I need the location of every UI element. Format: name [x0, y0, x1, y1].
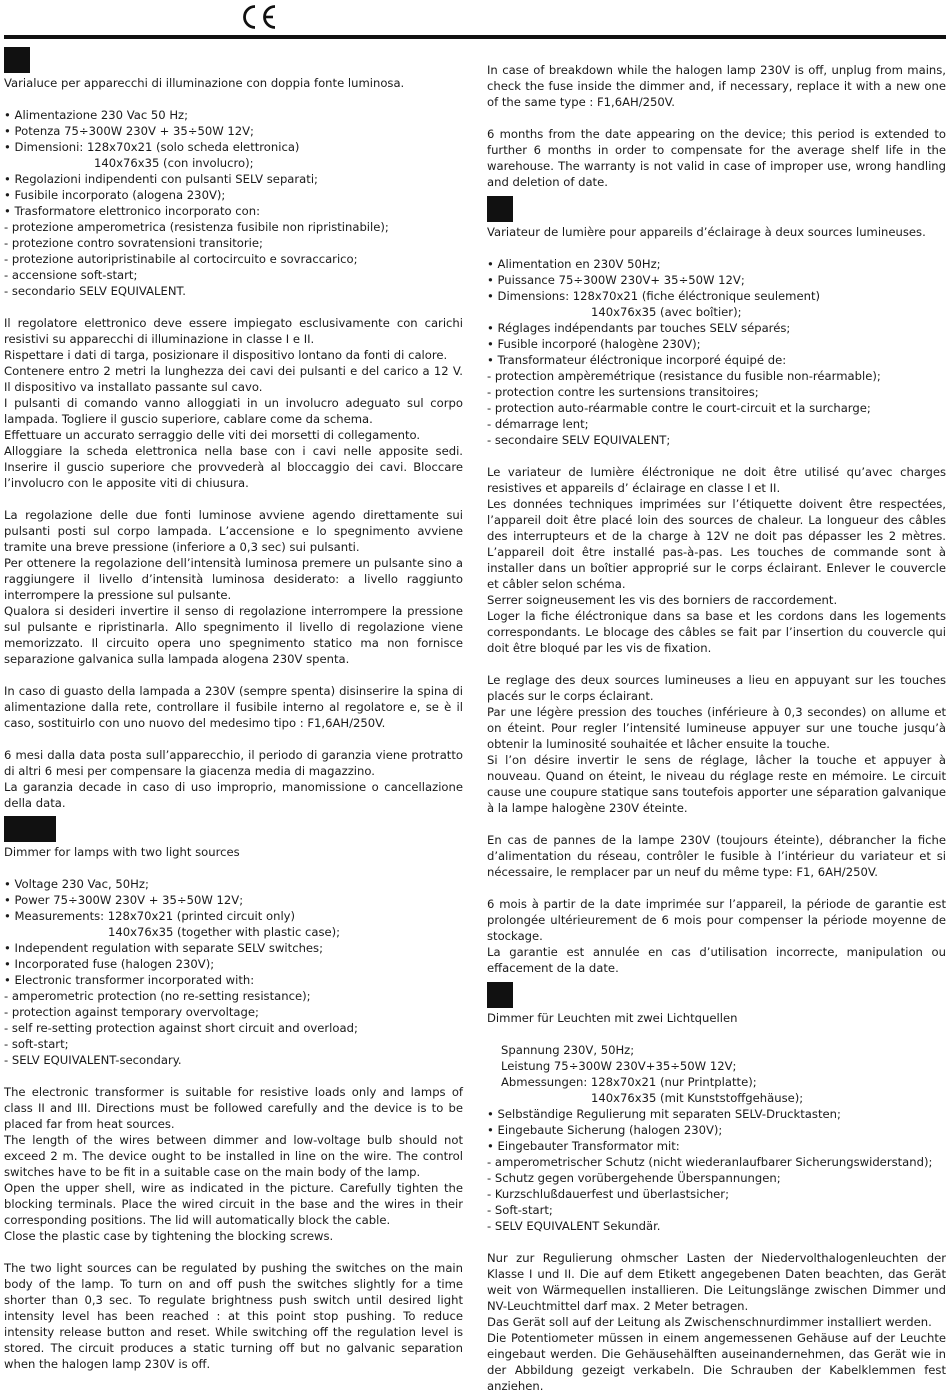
fr-paragraph: La garantie est annulée en cas d’utilisation incorrecte, manipulation ou effacement de la date. [487, 945, 946, 975]
it-spec: - protezione contro sovratensioni transitorie; [4, 236, 263, 250]
german-flag-block [487, 982, 513, 1008]
it-paragraph: Il regolatore elettronico deve essere impiegato esclusivamente con carichi resistivi su apparecchi di illuminazione in classe I e II. [4, 316, 463, 346]
it-paragraph: Rispettare i dati di targa, posizionare il dispositivo lontano da fonti di calore. [4, 348, 448, 362]
fr-spec: - protection auto-réarmable contre le court-circuit et la surcharge; [487, 401, 871, 415]
en-paragraph: Close the plastic case by tightening the blocking screws. [4, 1229, 334, 1243]
fr-spec: 140x76x35 (avec boîtier); [591, 305, 742, 319]
de-spec: • Eingebaute Sicherung (halogen 230V); [487, 1123, 723, 1137]
en-spec: • Electronic transformer incorporated with: [4, 973, 255, 987]
fr-paragraph: 6 mois à partir de la date imprimée sur l’appareil, la période de garantie est prolongée ultérieurement de 6 mois pour compenser la période moyenne de stockage. [487, 897, 946, 943]
de-spec: • Selbständige Regulierung mit separaten SELV-Drucktasten; [487, 1107, 841, 1121]
de-paragraph: Nur zur Regulierung ohmscher Lasten der Niedervolthalogenleuchten der Klasse I und II. Die auf dem Etikett angegebenen Daten beachten, das Gerät weit von Wärmequellen installieren. Die Leitungslänge zwischen Dimmer und NV-Leuchtmittel darf max. 2 Meter betragen. [487, 1251, 946, 1313]
en-spec: 140x76x35 (together with plastic case); [108, 925, 341, 939]
fr-paragraph: Loger la fiche éléctronique dans sa base et les cordons dans les logements correspondants. Le blocage des câbles se fait par l’insertion du couvercle qui doit être bloqué par les vis de fixation. [487, 609, 946, 655]
it-spec: • Trasformatore elettronico incorporato con: [4, 204, 260, 218]
fr-spec: - secondaire SELV EQUIVALENT; [487, 433, 671, 447]
right-column [487, 62, 946, 1394]
de-spec: • Eingebauter Transformator mit: [487, 1139, 680, 1153]
fr-paragraph: En cas de pannes de la lampe 230V (toujours éteinte), débrancher la fiche d’alimentation du réseau, contrôler le fusible à l’intérieur du variateur et si nécessaire, le remplacer par un neuf du même type: F1, 6AH/250V. [487, 833, 946, 879]
de-spec: - SELV EQUIVALENT Sekundär. [487, 1219, 661, 1233]
it-spec: - protezione autoripristinabile al cortocircuito e sovraccarico; [4, 252, 358, 266]
de-spec: - amperometrischer Schutz (nicht wiederanlaufbarer Sicherungswiderstand); [487, 1155, 933, 1169]
it-paragraph: 6 mesi dalla data posta sull’apparecchio, il periodo di garanzia viene protratto di altri 6 mesi per compensare la giacenza media di magazzino. [4, 748, 463, 778]
en-intro: Dimmer for lamps with two light sources [4, 845, 240, 859]
it-spec: 140x76x35 (con involucro); [94, 156, 254, 170]
en-spec: - SELV EQUIVALENT-secondary. [4, 1053, 182, 1067]
en-spec: • Measurements: 128x70x21 (printed circuit only) [4, 909, 296, 923]
en-spec: - protection against temporary overvoltage; [4, 1005, 259, 1019]
fr-paragraph: Serrer soigneusement les vis des borniers de raccordement. [487, 593, 838, 607]
de-spec: Leistung 75÷300W 230V+35÷50W 12V; [501, 1059, 737, 1073]
fr-spec: - protection contre les surtensions transitoires; [487, 385, 759, 399]
fr-paragraph: Le reglage des deux sources lumineuses a lieu en appuyant sur les touches placés sur le corps éclairant. [487, 673, 946, 703]
it-paragraph: Qualora si desideri invertire il senso di regolazione interrompere la pressione sul pulsante e ripristinarla. Allo spegnimento il livello di regolazione viene memorizzato. Il circuito opera uno spegnimento statico ma non fornisce separazione galvanica sulla lampada alogena 230V spenta. [4, 604, 463, 666]
de-spec: - Schutz gegen vorübergehende Überspannungen; [487, 1171, 781, 1185]
en-spec: - amperometric protection (no re-setting resistance); [4, 989, 311, 1003]
it-paragraph: Alloggiare la scheda elettronica nella base con i cavi nelle apposite sedi. Inserire il guscio superiore che provvederà al bloccaggio dei cavi. Bloccare l’involucro con le apposite viti di chiusura. [4, 444, 463, 490]
en-spec: • Power 75÷300W 230V + 35÷50W 12V; [4, 893, 244, 907]
fr-spec: • Transformateur éléctronique incorporé équipé de: [487, 353, 787, 367]
it-paragraph: Per ottenere la regolazione dell’intensità luminosa premere un pulsante sino a raggiungere il livello d’intensità luminosa desiderato: a livello raggiunto interrompere la pressione sul pulsante. [4, 556, 463, 602]
fr-spec: • Alimentation en 230V 50Hz; [487, 257, 661, 271]
fr-paragraph: Si l’on désire invertir le sens de réglage, lâcher la touche et appuyer à nouveau. Quand on éteint, le niveau du réglage reste en mémoire. Le circuit cause une coupure statique sans toutefois apporter une séparation galvanique à la lampe halogène 230V éteinte. [487, 753, 946, 815]
de-paragraph: Die Potentiometer müssen in einem angemessenen Gehäuse auf der Leuchte eingebaut werden. Die Gehäusehälften auseinandernehmen, das Gerät wie in der Abbildung gezeigt verkabeln. Die Schrauben der Kabelklemmen fest anziehen. [487, 1331, 946, 1393]
ce-mark-icon [238, 4, 278, 30]
fr-spec: • Réglages indépendants par touches SELV séparés; [487, 321, 791, 335]
it-spec: • Alimentazione 230 Vac 50 Hz; [4, 108, 189, 122]
fr-spec: • Dimensions: 128x70x21 (fiche éléctronique seulement) [487, 289, 821, 303]
it-spec: - accensione soft-start; [4, 268, 138, 282]
en-paragraph: 6 months from the date appearing on the device; this period is extended to further 6 months in order to compensate for the average shelf life in the warehouse. The warranty is not valid in case of improper use, wrong handling and deletion of date. [487, 127, 946, 189]
de-spec: Abmessungen: 128x70x21 (nur Printplatte); [501, 1075, 757, 1089]
english-flag-block [4, 816, 56, 842]
it-paragraph: La regolazione delle due fonti luminose avviene agendo direttamente sui pulsanti posti sul corpo lampada. L’accensione e lo spegnimento avviene tramite una breve pressione (inferiore a 0,3 sec) sui pulsanti. [4, 508, 463, 554]
fr-spec: • Fusible incorporé (halogène 230V); [487, 337, 701, 351]
it-intro: Varialuce per apparecchi di illuminazione con doppia fonte luminosa. [4, 76, 405, 90]
en-spec: • Voltage 230 Vac, 50Hz; [4, 877, 149, 891]
en-paragraph: In case of breakdown while the halogen lamp 230V is off, unplug from mains, check the fuse inside the dimmer and, if necessary, replace it with a new one of the same type : F1,6AH/250V. [487, 63, 946, 109]
fr-paragraph: Le variateur de lumière éléctronique ne doit être utilisé qu’avec charges resistives et appareils d’ éclairage en classe I et II. [487, 465, 946, 495]
en-paragraph: Open the upper shell, wire as indicated in the picture. Carefully tighten the blocking terminals. Place the wired circuit in the base and the wires in their corresponding positions. The lid will automatically block the cable. [4, 1181, 463, 1227]
it-paragraph: I pulsanti di comando vanno alloggiati in un involucro adeguato sul corpo lampada. Togliere il guscio superiore, cablare come da schema. [4, 396, 463, 426]
de-spec: Spannung 230V, 50Hz; [501, 1043, 635, 1057]
it-spec: • Regolazioni indipendenti con pulsanti SELV separati; [4, 172, 318, 186]
fr-paragraph: Par une légère pression des touches (inférieure à 0,3 secondes) on allume et on éteint. Pour regler l’intensité lumineuse appuyer sur une touche jusqu’à obtenir la luminosité souhaitée et lâcher ensuite la touche. [487, 705, 946, 751]
header-rule [4, 35, 946, 39]
en-spec: - self re-setting protection against short circuit and overload; [4, 1021, 358, 1035]
de-spec: - Kurzschlußdauerfest und überlastsicher; [487, 1187, 729, 1201]
fr-intro: Variateur de lumière pour appareils d’éclairage à deux sources lumineuses. [487, 225, 926, 239]
en-spec: • Incorporated fuse (halogen 230V); [4, 957, 215, 971]
de-intro: Dimmer für Leuchten mit zwei Lichtquellen [487, 1011, 738, 1025]
it-paragraph: In caso di guasto della lampada a 230V (sempre spenta) disinserire la spina di alimentazione dalla rete, controllare il fusibile interno al regolatore e, se è il caso, sostituirlo con uno nuovo del medesimo tipo : F1,6AH/250V. [4, 684, 463, 730]
it-spec: • Fusibile incorporato (alogena 230V); [4, 188, 226, 202]
en-spec: - soft-start; [4, 1037, 69, 1051]
en-spec: • Independent regulation with separate SELV switches; [4, 941, 323, 955]
it-spec: • Potenza 75÷300W 230V + 35÷50W 12V; [4, 124, 254, 138]
it-paragraph: Contenere entro 2 metri la lunghezza dei cavi dei pulsanti e del carico a 12 V. Il dispositivo va installato passante sul cavo. [4, 364, 463, 394]
it-paragraph: La garanzia decade in caso di uso improprio, manomissione o cancellazione della data. [4, 780, 463, 810]
de-spec: 140x76x35 (mit Kunststoffgehäuse); [591, 1091, 804, 1105]
french-flag-block [487, 196, 513, 222]
fr-paragraph: Les données techniques imprimées sur l’étiquette doivent être respectées, l’appareil doit être placé loin des sources de chaleur. La longueur des câbles des interrupteurs et de la charge à 12V ne doit pas dépasser les 2 mètres. L’appareil doit être installé pas-à-pas. Les touches de commande sont à installer dans un boîtier approprié sur le corps éclairant. Enlever le couvercle et câbler selon schéma. [487, 497, 946, 591]
de-paragraph: Das Gerät soll auf der Leitung als Zwischenschnurdimmer installiert werden. [487, 1315, 932, 1329]
it-spec: - protezione amperometrica (resistenza fusibile non ripristinabile); [4, 220, 389, 234]
it-paragraph: Effettuare un accurato serraggio delle viti dei morsetti di collegamento. [4, 428, 421, 442]
left-column [4, 44, 463, 1372]
en-paragraph: The two light sources can be regulated by pushing the switches on the main body of the lamp. To turn on and off push the switches slightly for a time shorter than 0,3 sec. To regulate brightness push switch until desired light intensity level has been reached : at this point stop pushing. To reduce intensity release button and reset. While switching off the regulation level is stored. The circuit produces a static turning off but no galvanic separation when the halogen lamp 230V is off. [4, 1261, 463, 1371]
en-paragraph: The length of the wires between dimmer and low-voltage bulb should not exceed 2 m. The device ought to be installed in line on the wire. The control switches have to be fit in a suitable case on the main body of the lamp. [4, 1133, 463, 1179]
fr-spec: - protection ampèremétrique (resistance du fusible non-réarmable); [487, 369, 881, 383]
en-paragraph: The electronic transformer is suitable for resistive loads only and lamps of class II and III. Directions must be followed carefully and the device is to be placed far from heat sources. [4, 1085, 463, 1131]
de-spec: - Soft-start; [487, 1203, 553, 1217]
it-spec: - secondario SELV EQUIVALENT. [4, 284, 186, 298]
italian-flag-block [4, 47, 30, 73]
it-spec: • Dimensioni: 128x70x21 (solo scheda elettronica) [4, 140, 300, 154]
fr-spec: • Puissance 75÷300W 230V+ 35÷50W 12V; [487, 273, 745, 287]
fr-spec: - démarrage lent; [487, 417, 589, 431]
